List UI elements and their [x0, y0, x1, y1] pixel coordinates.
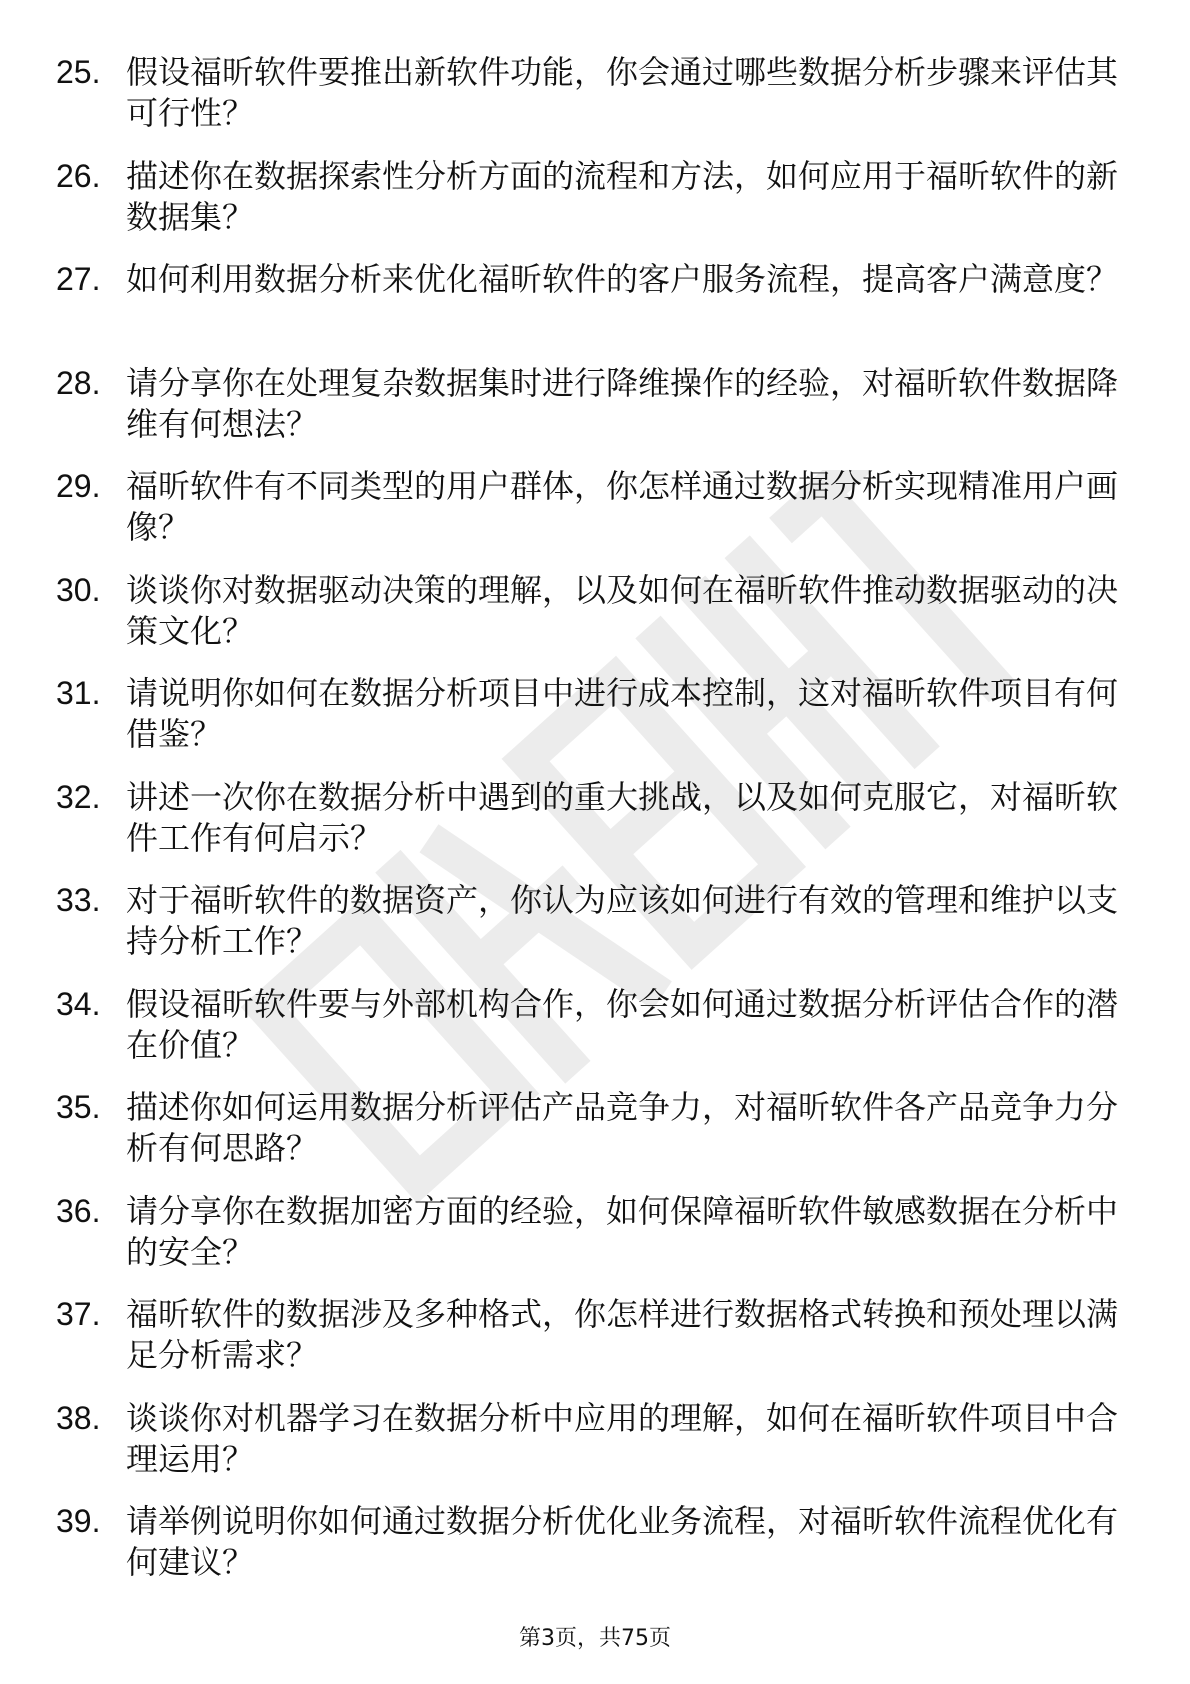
question-text: 描述你如何运用数据分析评估产品竞争力，对福昕软件各产品竞争力分析有何思路？	[126, 1088, 1119, 1167]
question-item	[56, 1501, 1126, 1605]
question-text: 如何利用数据分析来优化福昕软件的客户服务流程，提高客户满意度？	[126, 260, 1119, 298]
question-number: 33.	[56, 882, 101, 918]
question-item	[56, 1398, 1126, 1502]
question-number: 32.	[56, 778, 101, 815]
question-text: 请分享你在处理复杂数据集时进行降维操作的经验，对福昕软件数据降维有何想法？	[126, 363, 1119, 443]
question-number: 29.	[56, 468, 101, 504]
question-item	[56, 466, 1126, 570]
question-item	[56, 1191, 1126, 1295]
question-number: 39.	[56, 1503, 101, 1539]
page-number-footer: 第3页，共75页	[519, 1626, 671, 1651]
question-text: 福昕软件的数据涉及多种格式，你怎样进行数据格式转换和预处理以满足分析需求？	[126, 1295, 1119, 1374]
question-item	[56, 570, 1126, 674]
question-number: 31.	[56, 675, 101, 711]
question-list	[56, 52, 1126, 1605]
question-item	[56, 156, 1126, 260]
question-number: 25.	[56, 54, 101, 90]
question-number: 26.	[56, 157, 101, 194]
question-number: 30.	[56, 571, 101, 608]
question-item	[56, 363, 1126, 467]
question-text: 假设福昕软件要推出新软件功能，你会通过哪些数据分析步骤来评估其可行性？	[126, 53, 1119, 132]
question-text: 请说明你如何在数据分析项目中进行成本控制，这对福昕软件项目有何借鉴？	[126, 674, 1119, 753]
question-text: 福昕软件有不同类型的用户群体，你怎样通过数据分析实现精准用户画像？	[126, 467, 1119, 546]
question-number: 35.	[56, 1089, 101, 1125]
question-number: 34.	[56, 985, 101, 1022]
question-text: 对于福昕软件的数据资产，你认为应该如何进行有效的管理和维护以支持分析工作？	[126, 881, 1119, 960]
question-item	[56, 880, 1126, 984]
question-number: 38.	[56, 1399, 101, 1436]
question-item	[56, 984, 1126, 1088]
question-text: 谈谈你对机器学习在数据分析中应用的理解，如何在福昕软件项目中合理运用？	[126, 1398, 1119, 1478]
question-item	[56, 777, 1126, 881]
question-item	[56, 1294, 1126, 1398]
question-text: 讲述一次你在数据分析中遇到的重大挑战，以及如何克服它，对福昕软件工作有何启示？	[126, 777, 1119, 857]
question-text: 描述你在数据探索性分析方面的流程和方法，如何应用于福昕软件的新数据集？	[126, 156, 1119, 236]
question-text: 请分享你在数据加密方面的经验，如何保障福昕软件敏感数据在分析中的安全？	[126, 1191, 1119, 1271]
question-text: 假设福昕软件要与外部机构合作，你会如何通过数据分析评估合作的潜在价值？	[126, 984, 1119, 1064]
question-number: 37.	[56, 1296, 101, 1332]
question-number: 27.	[56, 261, 101, 297]
question-text: 请举例说明你如何通过数据分析优化业务流程，对福昕软件流程优化有何建议？	[126, 1502, 1119, 1581]
question-item	[56, 673, 1126, 777]
question-item	[56, 52, 1126, 156]
question-item	[56, 1087, 1126, 1191]
question-text: 谈谈你对数据驱动决策的理解，以及如何在福昕软件推动数据驱动的决策文化？	[126, 570, 1119, 650]
question-number: 36.	[56, 1192, 101, 1229]
question-number: 28.	[56, 364, 101, 401]
question-item	[56, 259, 1126, 363]
